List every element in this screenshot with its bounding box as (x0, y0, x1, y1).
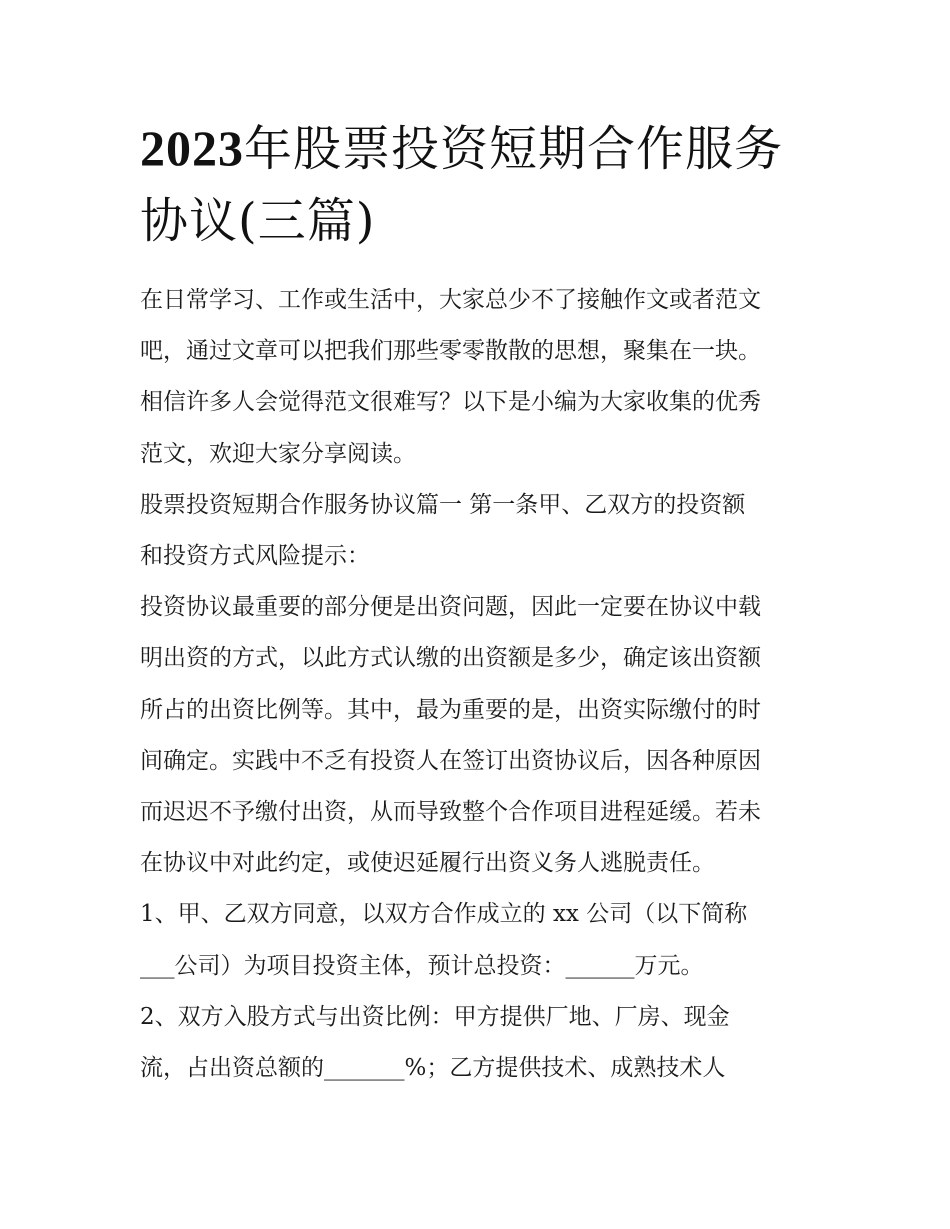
text-line: 吧，通过文章可以把我们那些零零散散的思想，聚集在一块。 (140, 338, 761, 365)
intro-paragraph (140, 275, 820, 480)
title-line1: 年股票投资短期合作服务 (244, 121, 784, 177)
text-line: 在日常学习、工作或生活中，大家总少不了接触作文或者范文 (140, 287, 761, 313)
text-line: 1、甲、乙双方同意，以双方合作成立的 xx 公司（以下简称 (140, 901, 748, 928)
risk-paragraph (140, 582, 820, 889)
document-title (140, 112, 820, 257)
text-line: 间确定。实践中不乏有投资人在签订出资协议后，因各种原因 (140, 747, 761, 774)
text-line: 投资协议最重要的部分便是出资问题，因此一定要在协议中载 (140, 594, 761, 621)
text-line: 相信许多人会觉得范文很难写？以下是小编为大家收集的优秀 (140, 389, 761, 416)
text-line: 在协议中对此约定，或使迟延履行出资义务人逃脱责任。 (140, 850, 715, 877)
document-body (140, 275, 820, 1094)
text-line: 流，占出资总额的_______%；乙方提供技术、成熟技术人 (140, 1055, 726, 1082)
text-line: 股票投资短期合作服务协议篇一 第一条甲、乙双方的投资额 (140, 491, 746, 518)
clause-2-paragraph (140, 992, 820, 1094)
text-line: ___公司）为项目投资主体，预计总投资：______万元。 (140, 952, 704, 979)
text-line: 而迟迟不予缴付出资，从而导致整个合作项目进程延缓。若未 (140, 799, 761, 826)
title-line2: 协议(三篇) (140, 193, 376, 249)
title-year: 2023 (140, 120, 244, 176)
text-line: 明出资的方式，以此方式认缴的出资额是多少，确定该出资额 (140, 645, 761, 672)
clause-1-paragraph (140, 889, 820, 991)
text-line: 和投资方式风险提示： (140, 543, 370, 570)
text-line: 所占的出资比例等。其中，最为重要的是，出资实际缴付的时 (140, 696, 761, 723)
text-line: 2、双方入股方式与出资比例：甲方提供厂地、厂房、现金 (140, 1003, 730, 1030)
text-line: 范文，欢迎大家分享阅读。 (140, 440, 416, 467)
section-heading-paragraph (140, 480, 820, 582)
